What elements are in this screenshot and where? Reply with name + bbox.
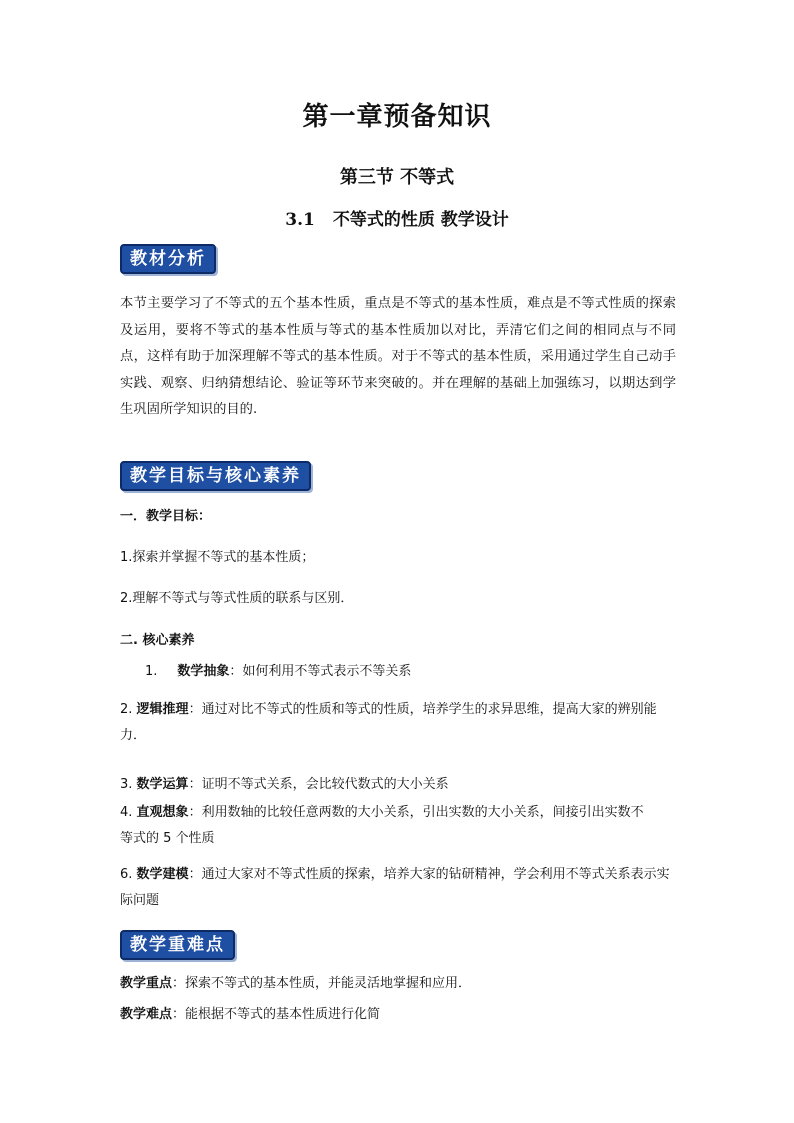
lesson-number: 3.1 [285,210,315,230]
difficulty-line [120,1003,680,1022]
badge-analysis: 教材分析 [120,244,216,274]
literacy-text: ：利用数轴的比较任意两数的大小关系，引出实数的大小关系，间接引出实数不等式的 5 个性质 [120,805,644,846]
chapter-title: 第一章预备知识 [302,102,492,132]
key-point-text: ：探索不等式的基本性质，并能灵活地掌握和应用． [172,976,472,991]
literacy-item [120,862,676,914]
lesson-name: 不等式的性质 教学设计 [332,210,509,230]
lesson-title [0,205,794,230]
analysis-paragraph: 本节主要学习了不等式的五个基本性质，重点是不等式的基本性质，难点是不等式性质的探索及运用，要将不等式的基本性质与等式的基本性质加以对比，弄清它们之间的相同点与不同点，这样有助于加深理解不等式的基本性质。对于不等式的基本性质，采用通过学生自己动手实践、观察、归纳猜想结论、验证等环节来突破的。并在理解的基础上加强练习，以期达到学生巩固所学知识的目的. [120,296,676,417]
literacy-label: 直观想象 [136,805,189,820]
key-point-line [120,972,680,991]
literacy-num: 1. [145,664,158,679]
literacy-text: ：证明不等式关系，会比较代数式的大小关系 [188,777,449,792]
badge-objectives: 教学目标与核心素养 [120,461,311,491]
literacy-label: 数学抽象 [177,664,230,679]
literacy-item [120,773,680,792]
literacy-num: 3. [120,777,133,792]
literacy-label: 数学运算 [136,777,189,792]
difficulty-text: ：能根据不等式的基本性质进行化简 [172,1007,381,1022]
core-literacy-heading: 二. 核心素养 [120,633,195,648]
section-title: 第三节 不等式 [339,167,455,188]
teaching-goal-item: 2.理解不等式与等式性质的联系与区别． [120,591,354,606]
literacy-num: 2. [120,702,133,717]
difficulty-label: 教学难点 [120,1007,173,1022]
teaching-goals-heading: 一．教学目标： [120,509,212,524]
literacy-text: ：通过对比不等式的性质和等式的性质，培养学生的求异思维，提高大家的辨别能力． [120,702,657,743]
literacy-text: ：如何利用不等式表示不等关系 [229,664,412,679]
literacy-label: 逻辑推理 [136,702,189,717]
literacy-num: 4. [120,805,133,820]
literacy-label: 数学建模 [136,867,189,882]
literacy-item [120,800,656,852]
teaching-goal-item: 1.探索并掌握不等式的基本性质； [120,550,315,565]
badge-key-points: 教学重难点 [120,930,235,960]
literacy-item [145,660,705,679]
literacy-item [120,697,676,749]
key-point-label: 教学重点 [120,976,173,991]
literacy-text: ：通过大家对不等式性质的探索，培养大家的钻研精神，学会利用不等式关系表示实际问题 [120,867,670,908]
literacy-num: 6. [120,867,133,882]
